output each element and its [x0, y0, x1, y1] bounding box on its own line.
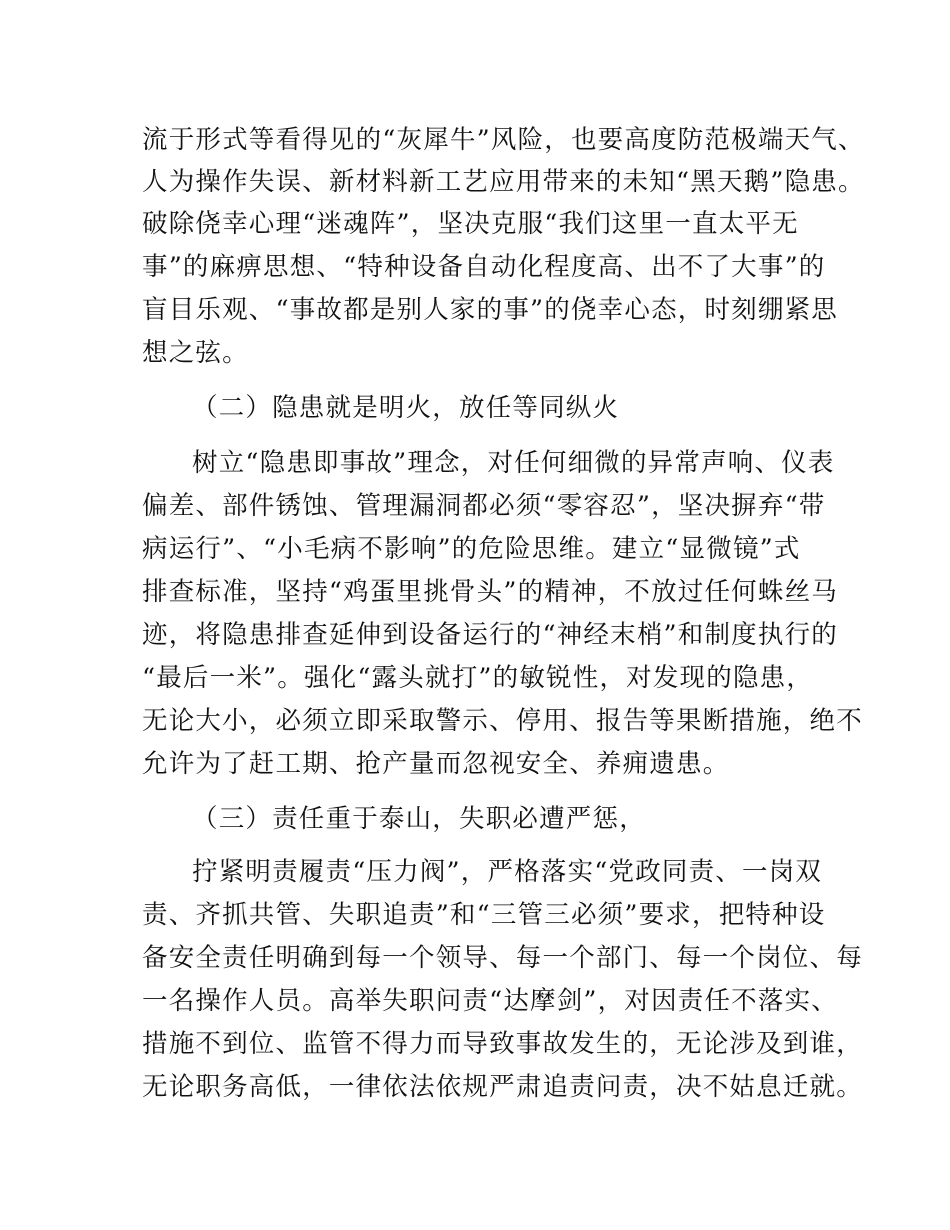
body-text-line: 树立“隐患即事故”理念，对任何细微的异常声响、仪表 — [192, 448, 835, 478]
body-text-line: 流于形式等看得见的“灰犀牛”风险，也要高度防范极端天气、 — [142, 125, 865, 155]
body-text-line: 备安全责任明确到每一个领导、每一个部门、每一个岗位、每 — [142, 943, 863, 973]
body-text-line: 想之弦。 — [142, 338, 249, 368]
body-text-line: 事”的麻痹思想、“特种设备自动化程度高、出不了大事”的 — [142, 252, 826, 282]
body-text-line: 无论职务高低，一律依法依规严肃追责问责，决不姑息迁就。 — [142, 1072, 863, 1102]
body-text-line: 拧紧明责履责“压力阀”，严格落实“党政同责、一岗双 — [192, 857, 823, 887]
body-text-line: 排查标准，坚持“鸡蛋里挑骨头”的精神，不放过任何蛛丝马 — [142, 577, 838, 607]
body-text-line: “最后一米”。强化“露头就打”的敏锐性，对发现的隐患， — [142, 663, 814, 693]
body-text-line: 无论大小，必须立即采取警示、停用、报告等果断措施，绝不 — [142, 706, 863, 736]
body-text-line: 病运行”、“小毛病不影响”的危险思维。建立“显微镜”式 — [142, 534, 801, 564]
section-heading-2: （二）隐患就是明火，放任等同纵火 — [192, 393, 620, 423]
body-text-line: 一名操作人员。高举失职问责“达摩剑”，对因责任不落实、 — [142, 986, 838, 1016]
body-text-line: 盲目乐观、“事故都是别人家的事”的侥幸心态，时刻绷紧思 — [142, 295, 838, 325]
body-text-line: 措施不到位、监管不得力而导致事故发生的，无论涉及到谁， — [142, 1029, 863, 1059]
body-text-line: 允许为了赶工期、抢产量而忽视安全、养痈遗患。 — [142, 749, 730, 779]
body-text-line: 破除侥幸心理“迷魂阵”，坚决克服“我们这里一直太平无 — [142, 209, 799, 239]
body-text-line: 责、齐抓共管、失职追责”和“三管三必须”要求，把特种设 — [142, 900, 826, 930]
body-text-line: 迹，将隐患排查延伸到设备运行的“神经末梢”和制度执行的 — [142, 620, 838, 650]
body-text-line: 人为操作失误、新材料新工艺应用带来的未知“黑天鹅”隐患。 — [142, 167, 865, 197]
section-heading-3: （三）责任重于泰山，失职必遭严惩， — [192, 804, 646, 834]
body-text-line: 偏差、部件锈蚀、管理漏洞都必须“零容忍”，坚决摒弃“带 — [142, 491, 826, 521]
